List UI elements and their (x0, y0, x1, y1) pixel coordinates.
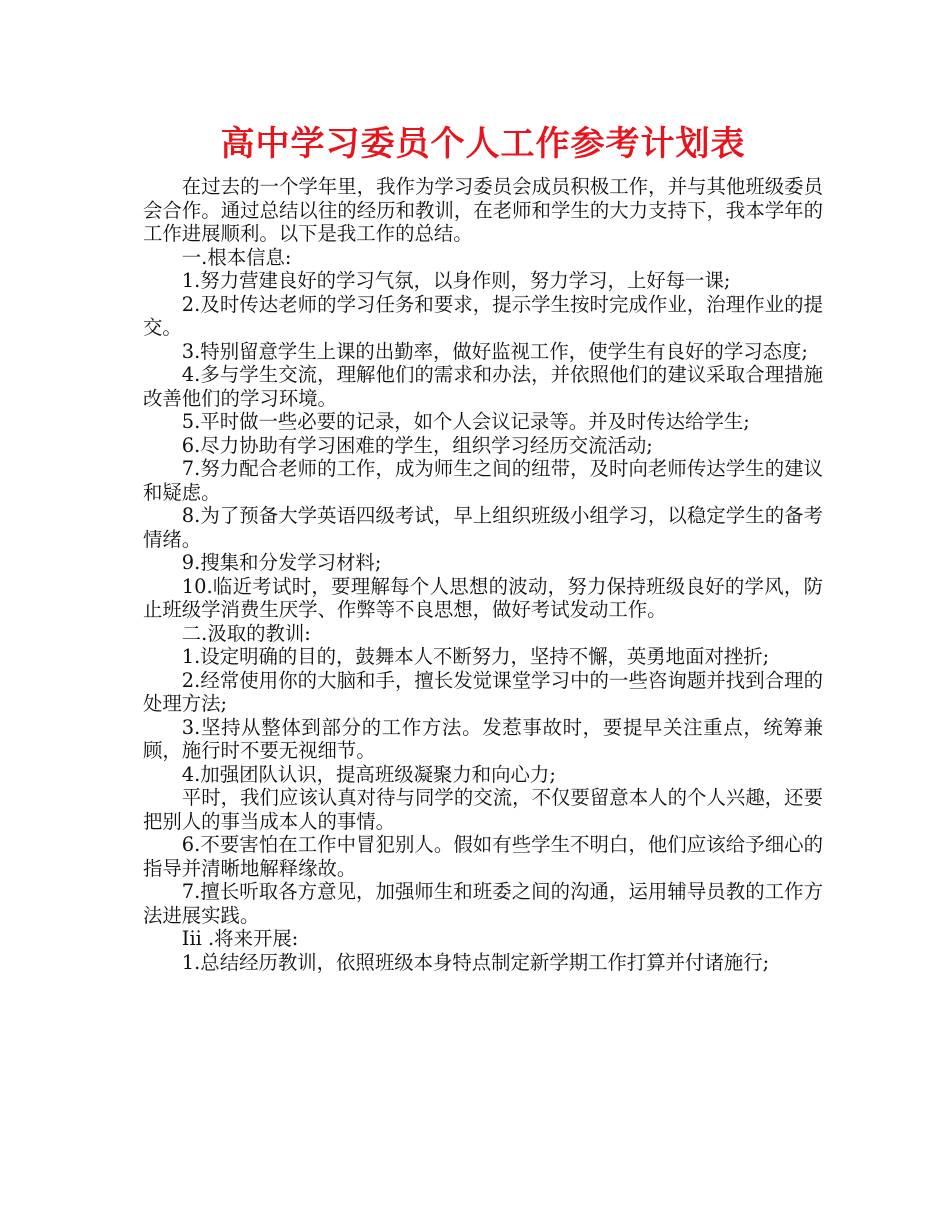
paragraph-item: 4.加强团队认识，提高班级凝聚力和向心力; (181, 762, 556, 786)
section-heading-basic-info: 一.根本信息: (181, 245, 292, 269)
paragraph-item: 10.临近考试时，要理解每个人思想的波动，努力保持班级良好的学风，防止班级学消费生厌学、作弊等不良思想，做好考试发动工作。 (143, 574, 823, 621)
paragraph-item: 7.擅长听取各方意见，加强师生和班委之间的沟通，运用辅导员教的工作方法进展实践。 (143, 880, 823, 927)
document-page (143, 120, 823, 974)
paragraph-item: 1.努力营建良好的学习气氛，以身作则，努力学习，上好每一课; (181, 269, 731, 292)
paragraph-item: 4.多与学生交流，理解他们的需求和办法，并依照他们的建议采取合理措施改善他们的学习环境。 (143, 363, 823, 410)
paragraph-item: 1.总结经历教训，依照班级本身特点制定新学期工作打算并付诸施行; (181, 950, 770, 974)
paragraph-item: 7.努力配合老师的工作，成为师生之间的纽带，及时向老师传达学生的建议和疑虑。 (143, 457, 823, 504)
paragraph-item: 6.不要害怕在工作中冒犯别人。假如有些学生不明白，他们应该给予细心的指导并清晰地解释缘故。 (143, 833, 823, 880)
paragraph-item: 1.设定明确的目的，鼓舞本人不断努力，坚持不懈，英勇地面对挫折; (181, 645, 770, 668)
paragraph-item: 平时，我们应该认真对待与同学的交流，不仅要留意本人的个人兴趣，还要把别人的事当成本人的事情。 (143, 786, 823, 833)
paragraph-item: 6.尽力协助有学习困难的学生，组织学习经历交流活动; (181, 433, 653, 457)
section-heading-future: Iii .将来开展: (181, 927, 299, 950)
paragraph-item: 2.及时传达老师的学习任务和要求，提示学生按时完成作业，治理作业的提交。 (143, 292, 823, 339)
paragraph-intro: 在过去的一个学年里，我作为学习委员会成员积极工作，并与其他班级委员会合作。通过总结以往的经历和教训，在老师和学生的大力支持下，我本学年的工作进展顺利。以下是我工作的总结。 (143, 175, 823, 245)
paragraph-item: 3.特别留意学生上课的出勤率，做好监视工作，使学生有良好的学习态度; (181, 339, 808, 363)
paragraph-item: 8.为了预备大学英语四级考试，早上组织班级小组学习，以稳定学生的备考情绪。 (143, 504, 823, 551)
section-heading-lessons: 二.汲取的教训: (181, 621, 311, 645)
paragraph-item: 3.坚持从整体到部分的工作方法。发惹事故时，要提早关注重点，统筹兼顾，施行时不要无视细节。 (143, 715, 823, 762)
document-title: 高中学习委员个人工作参考计划表 (220, 124, 746, 164)
paragraph-item: 5.平时做一些必要的记录，如个人会议记录等。并及时传达给学生; (181, 410, 750, 433)
paragraph-item: 9.搜集和分发学习材料; (181, 551, 382, 574)
paragraph-item: 2.经常使用你的大脑和手，擅长发觉课堂学习中的一些咨询题并找到合理的处理方法; (143, 668, 823, 715)
